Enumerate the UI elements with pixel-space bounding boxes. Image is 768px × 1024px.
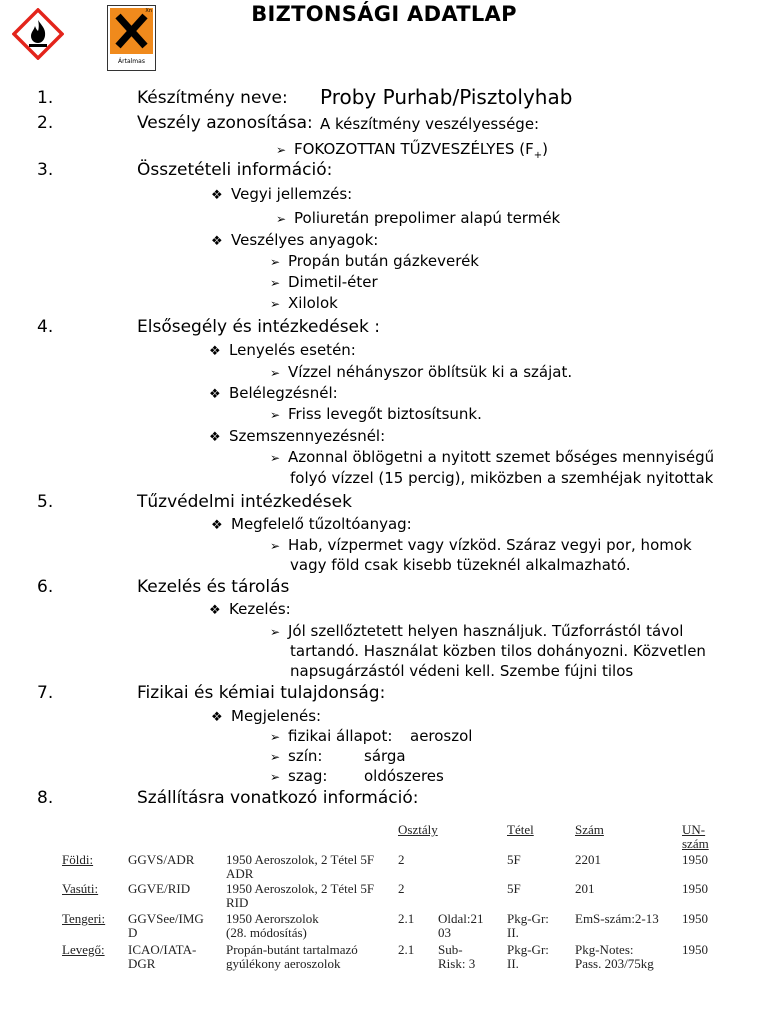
section-number: 1. xyxy=(37,88,54,108)
section-number: 2. xyxy=(37,113,54,133)
table-cell: 5F xyxy=(507,881,521,896)
table-cell: EmS-szám:2-13 xyxy=(575,911,659,926)
diamond-bullet-icon: ❖ xyxy=(209,430,221,445)
property-value: sárga xyxy=(364,747,406,765)
section-number: 5. xyxy=(37,492,54,512)
list-item-continuation: tartandó. Használat közben tilos dohányozni. Közvetlen xyxy=(290,642,706,660)
diamond-bullet-icon: ❖ xyxy=(211,518,223,533)
table-cell: Oldal:21 xyxy=(438,911,484,926)
table-cell: ADR xyxy=(226,866,254,881)
table-cell-mode: Vasúti: xyxy=(62,881,99,896)
list-item: ❖ Belélegzésnél: xyxy=(209,384,338,402)
hazard-code: Xn xyxy=(145,8,152,14)
table-cell-mode: Földi: xyxy=(62,852,94,867)
diamond-bullet-icon: ❖ xyxy=(211,710,223,725)
list-item: ❖ Vegyi jellemzés: xyxy=(211,185,353,203)
arrow-icon: ➢ xyxy=(270,297,281,311)
property-row: ➢ fizikai állapot: xyxy=(270,727,393,745)
section-number: 6. xyxy=(37,577,54,597)
section-heading: Kezelés és tárolás xyxy=(137,577,290,597)
list-item: ➢ Vízzel néhányszor öblítsük ki a szájat. xyxy=(270,363,573,381)
table-cell: 201 xyxy=(575,881,595,896)
section-heading: Összetételi információ: xyxy=(137,160,333,180)
table-cell: 2.1 xyxy=(398,942,415,957)
table-cell: 5F xyxy=(507,852,521,867)
table-cell: ICAO/IATA- xyxy=(128,942,197,957)
table-cell: 1950 Aeroszolok, 2 Tétel 5F xyxy=(226,852,375,867)
arrow-icon: ➢ xyxy=(270,750,281,764)
diamond-bullet-icon: ❖ xyxy=(211,188,223,203)
table-cell: 2201 xyxy=(575,852,601,867)
list-item: ❖ Megjelenés: xyxy=(211,707,322,725)
section-heading: Veszély azonosítása: xyxy=(137,113,313,133)
section-number: 3. xyxy=(37,160,54,180)
hazard-label: Ártalmas xyxy=(118,58,145,65)
diamond-bullet-icon: ❖ xyxy=(209,387,221,402)
list-item: ➢ FOKOZOTTAN TŰZVESZÉLYES $(F_+)$ xyxy=(276,140,548,161)
arrow-icon: ➢ xyxy=(270,408,281,422)
table-cell: Risk: 3 xyxy=(438,956,476,971)
arrow-icon: ➢ xyxy=(270,451,281,465)
section-heading: Elsősegély és intézkedések : xyxy=(137,317,380,337)
list-item: ❖ Megfelelő tűzoltóanyag: xyxy=(211,515,412,533)
table-cell: 1950 xyxy=(682,942,708,957)
table-cell: GGVSee/IMG xyxy=(128,911,204,926)
table-cell: 03 xyxy=(438,925,451,940)
section-text: A készítmény veszélyessége: xyxy=(320,115,540,133)
table-cell: 2 xyxy=(398,852,405,867)
diamond-bullet-icon: ❖ xyxy=(211,234,223,249)
table-cell: gyúlékony aeroszolok xyxy=(226,956,341,971)
arrow-icon: ➢ xyxy=(276,143,287,157)
table-cell: 1950 Aeroszolok, 2 Tétel 5F xyxy=(226,881,375,896)
property-row: ➢ szag: xyxy=(270,767,328,785)
list-item: ➢ Hab, vízpermet vagy vízköd. Száraz vegyi por, homok xyxy=(270,536,692,554)
table-cell: 2 xyxy=(398,881,405,896)
list-item: ❖ Veszélyes anyagok: xyxy=(211,231,379,249)
table-cell: Pass. 203/75kg xyxy=(575,956,654,971)
section-heading: Készítmény neve: xyxy=(137,88,288,108)
section-heading: Fizikai és kémiai tulajdonság: xyxy=(137,683,386,703)
list-item: ❖ Szemszennyezésnél: xyxy=(209,427,386,445)
property-value: aeroszol xyxy=(410,727,473,745)
list-item-continuation: napsugárzástól védeni kell. Szembe fújni tilos xyxy=(290,662,634,680)
list-item-continuation: vagy föld csak kisebb tüzeknél alkalmazható. xyxy=(290,556,631,574)
list-item: ❖ Kezelés: xyxy=(209,600,291,618)
table-cell: Sub- xyxy=(438,942,463,957)
table-cell: GGVE/RID xyxy=(128,881,191,896)
arrow-icon: ➢ xyxy=(270,730,281,744)
section-heading: Szállításra vonatkozó információ: xyxy=(137,788,419,808)
table-cell: Pkg-Gr: xyxy=(507,911,549,926)
table-cell: Pkg-Notes: xyxy=(575,942,634,957)
table-cell: DGR xyxy=(128,956,156,971)
list-item-continuation: folyó vízzel (15 percig), miközben a szemhéjak nyitottak xyxy=(290,469,714,487)
table-cell: D xyxy=(128,925,138,940)
section-heading: Tűzvédelmi intézkedések xyxy=(137,492,352,512)
arrow-icon: ➢ xyxy=(270,255,281,269)
property-row: ➢ szín: xyxy=(270,747,323,765)
arrow-icon: ➢ xyxy=(270,625,281,639)
list-item: ❖ Lenyelés esetén: xyxy=(209,341,356,359)
arrow-icon: ➢ xyxy=(276,212,287,226)
table-cell: 1950 xyxy=(682,881,708,896)
list-item: ➢ Propán bután gázkeverék xyxy=(270,252,479,270)
arrow-icon: ➢ xyxy=(270,366,281,380)
table-cell: 1950 Aerorszolok xyxy=(226,911,319,926)
column-header: Tétel xyxy=(507,822,534,837)
section-number: 4. xyxy=(37,317,54,337)
table-cell-mode: Tengeri: xyxy=(62,911,106,926)
list-item: ➢ Poliuretán prepolimer alapú termék xyxy=(276,209,561,227)
list-item: ➢ Friss levegőt biztosítsunk. xyxy=(270,405,482,423)
property-value: oldószeres xyxy=(364,767,444,785)
table-cell-mode: Levegő: xyxy=(62,942,105,957)
column-header: szám xyxy=(682,836,709,851)
arrow-icon: ➢ xyxy=(270,276,281,290)
column-header: Szám xyxy=(575,822,604,837)
arrow-icon: ➢ xyxy=(270,539,281,553)
page-title: BIZTONSÁGI ADATLAP xyxy=(251,2,517,26)
list-item: ➢ Xilolok xyxy=(270,294,338,312)
table-cell: 1950 xyxy=(682,852,708,867)
product-name: Proby Purhab/Pisztolyhab xyxy=(320,85,573,109)
table-cell: 1950 xyxy=(682,911,708,926)
table-cell: RID xyxy=(226,895,249,910)
table-cell: Propán-butánt tartalmazó xyxy=(226,942,358,957)
table-cell: II. xyxy=(507,925,519,940)
column-header: Osztály xyxy=(398,822,438,837)
table-cell: GGVS/ADR xyxy=(128,852,195,867)
arrow-icon: ➢ xyxy=(270,770,281,784)
section-number: 7. xyxy=(37,683,54,703)
diamond-bullet-icon: ❖ xyxy=(209,603,221,618)
diamond-bullet-icon: ❖ xyxy=(209,344,221,359)
table-cell: (28. módosítás) xyxy=(226,925,307,940)
table-cell: 2.1 xyxy=(398,911,415,926)
table-cell: Pkg-Gr: xyxy=(507,942,549,957)
list-item: ➢ Jól szellőztetett helyen használjuk. Tűzforrástól távol xyxy=(270,622,684,640)
section-number: 8. xyxy=(37,788,54,808)
list-item: ➢ Azonnal öblögetni a nyitott szemet bőséges mennyiségű xyxy=(270,448,715,466)
table-cell: II. xyxy=(507,956,519,971)
list-item: ➢ Dimetil-éter xyxy=(270,273,378,291)
column-header: UN- xyxy=(682,822,706,837)
